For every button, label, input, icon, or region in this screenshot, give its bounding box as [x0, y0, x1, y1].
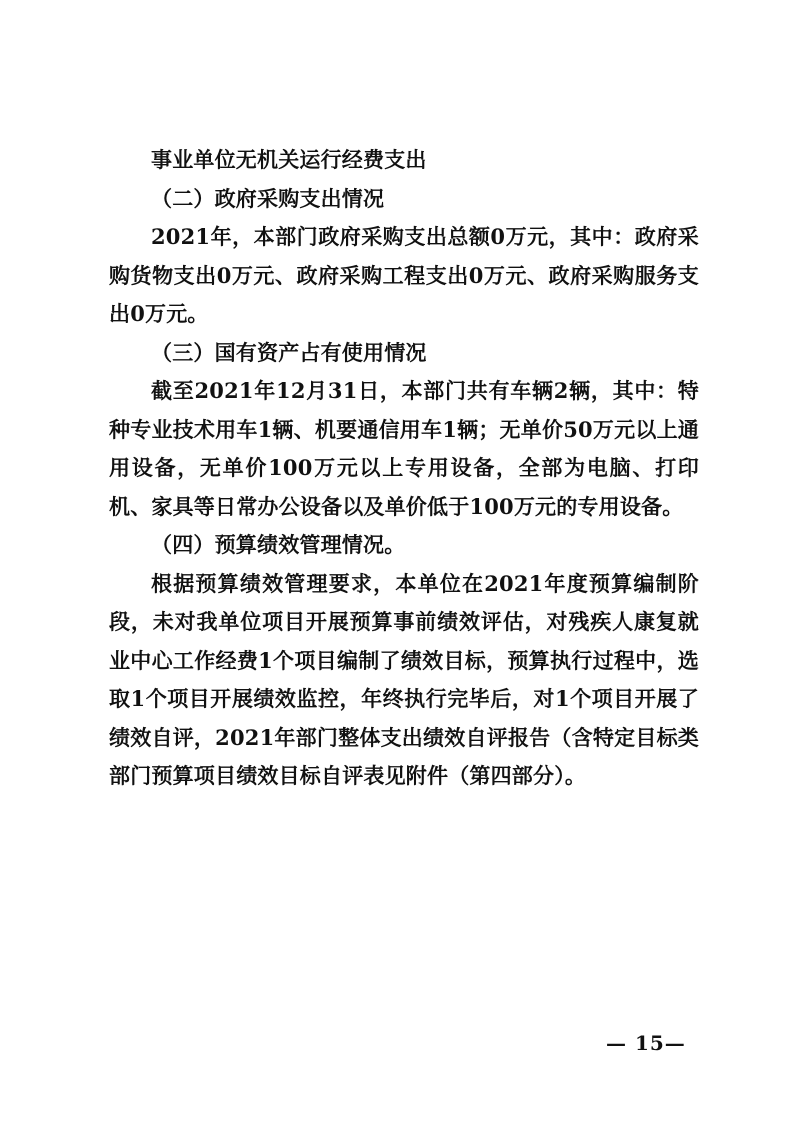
heading-performance-management: （四）预算绩效管理情况。 — [151, 532, 406, 557]
heading-government-procurement: （二）政府采购支出情况 — [151, 185, 385, 211]
paragraph-government-procurement: 2021年，本部门政府采购支出总额0万元，其中：政府采购货物支出0万元、政府采购工程支出0万元、政府采购服务支出0万元。 — [109, 224, 699, 326]
paragraph-state-assets: 截至2021年12月31日，本部门共有车辆2辆，其中：特种专业技术用车1辆、机要通信用车1辆；无单价50万元以上通用设备，无单价100万元以上专用设备，全部为电脑、打印机、家具等日常办公设备以及单价低于100万元的专用设备。 — [109, 378, 699, 519]
paragraph-performance-management: 根据预算绩效管理要求，本单位在2021年度预算编制阶段，未对我单位项目开展预算事前绩效评估，对残疾人康复就业中心工作经费1个项目编制了绩效目标，预算执行过程中，选取1个项目开展绩效监控，年终执行完毕后，对1个项目开展了绩效自评，2021年部门整体支出绩效自评报告（含特定目标类部门预算项目绩效目标自评表见附件（第四部分）。 — [109, 570, 699, 788]
heading-state-assets: （三）国有资产占有使用情况 — [151, 339, 427, 365]
page-number: — 15— — [606, 1031, 686, 1055]
paragraph-operating-expenses: 事业单位无机关运行经费支出 — [151, 147, 427, 172]
document-body — [109, 141, 699, 796]
